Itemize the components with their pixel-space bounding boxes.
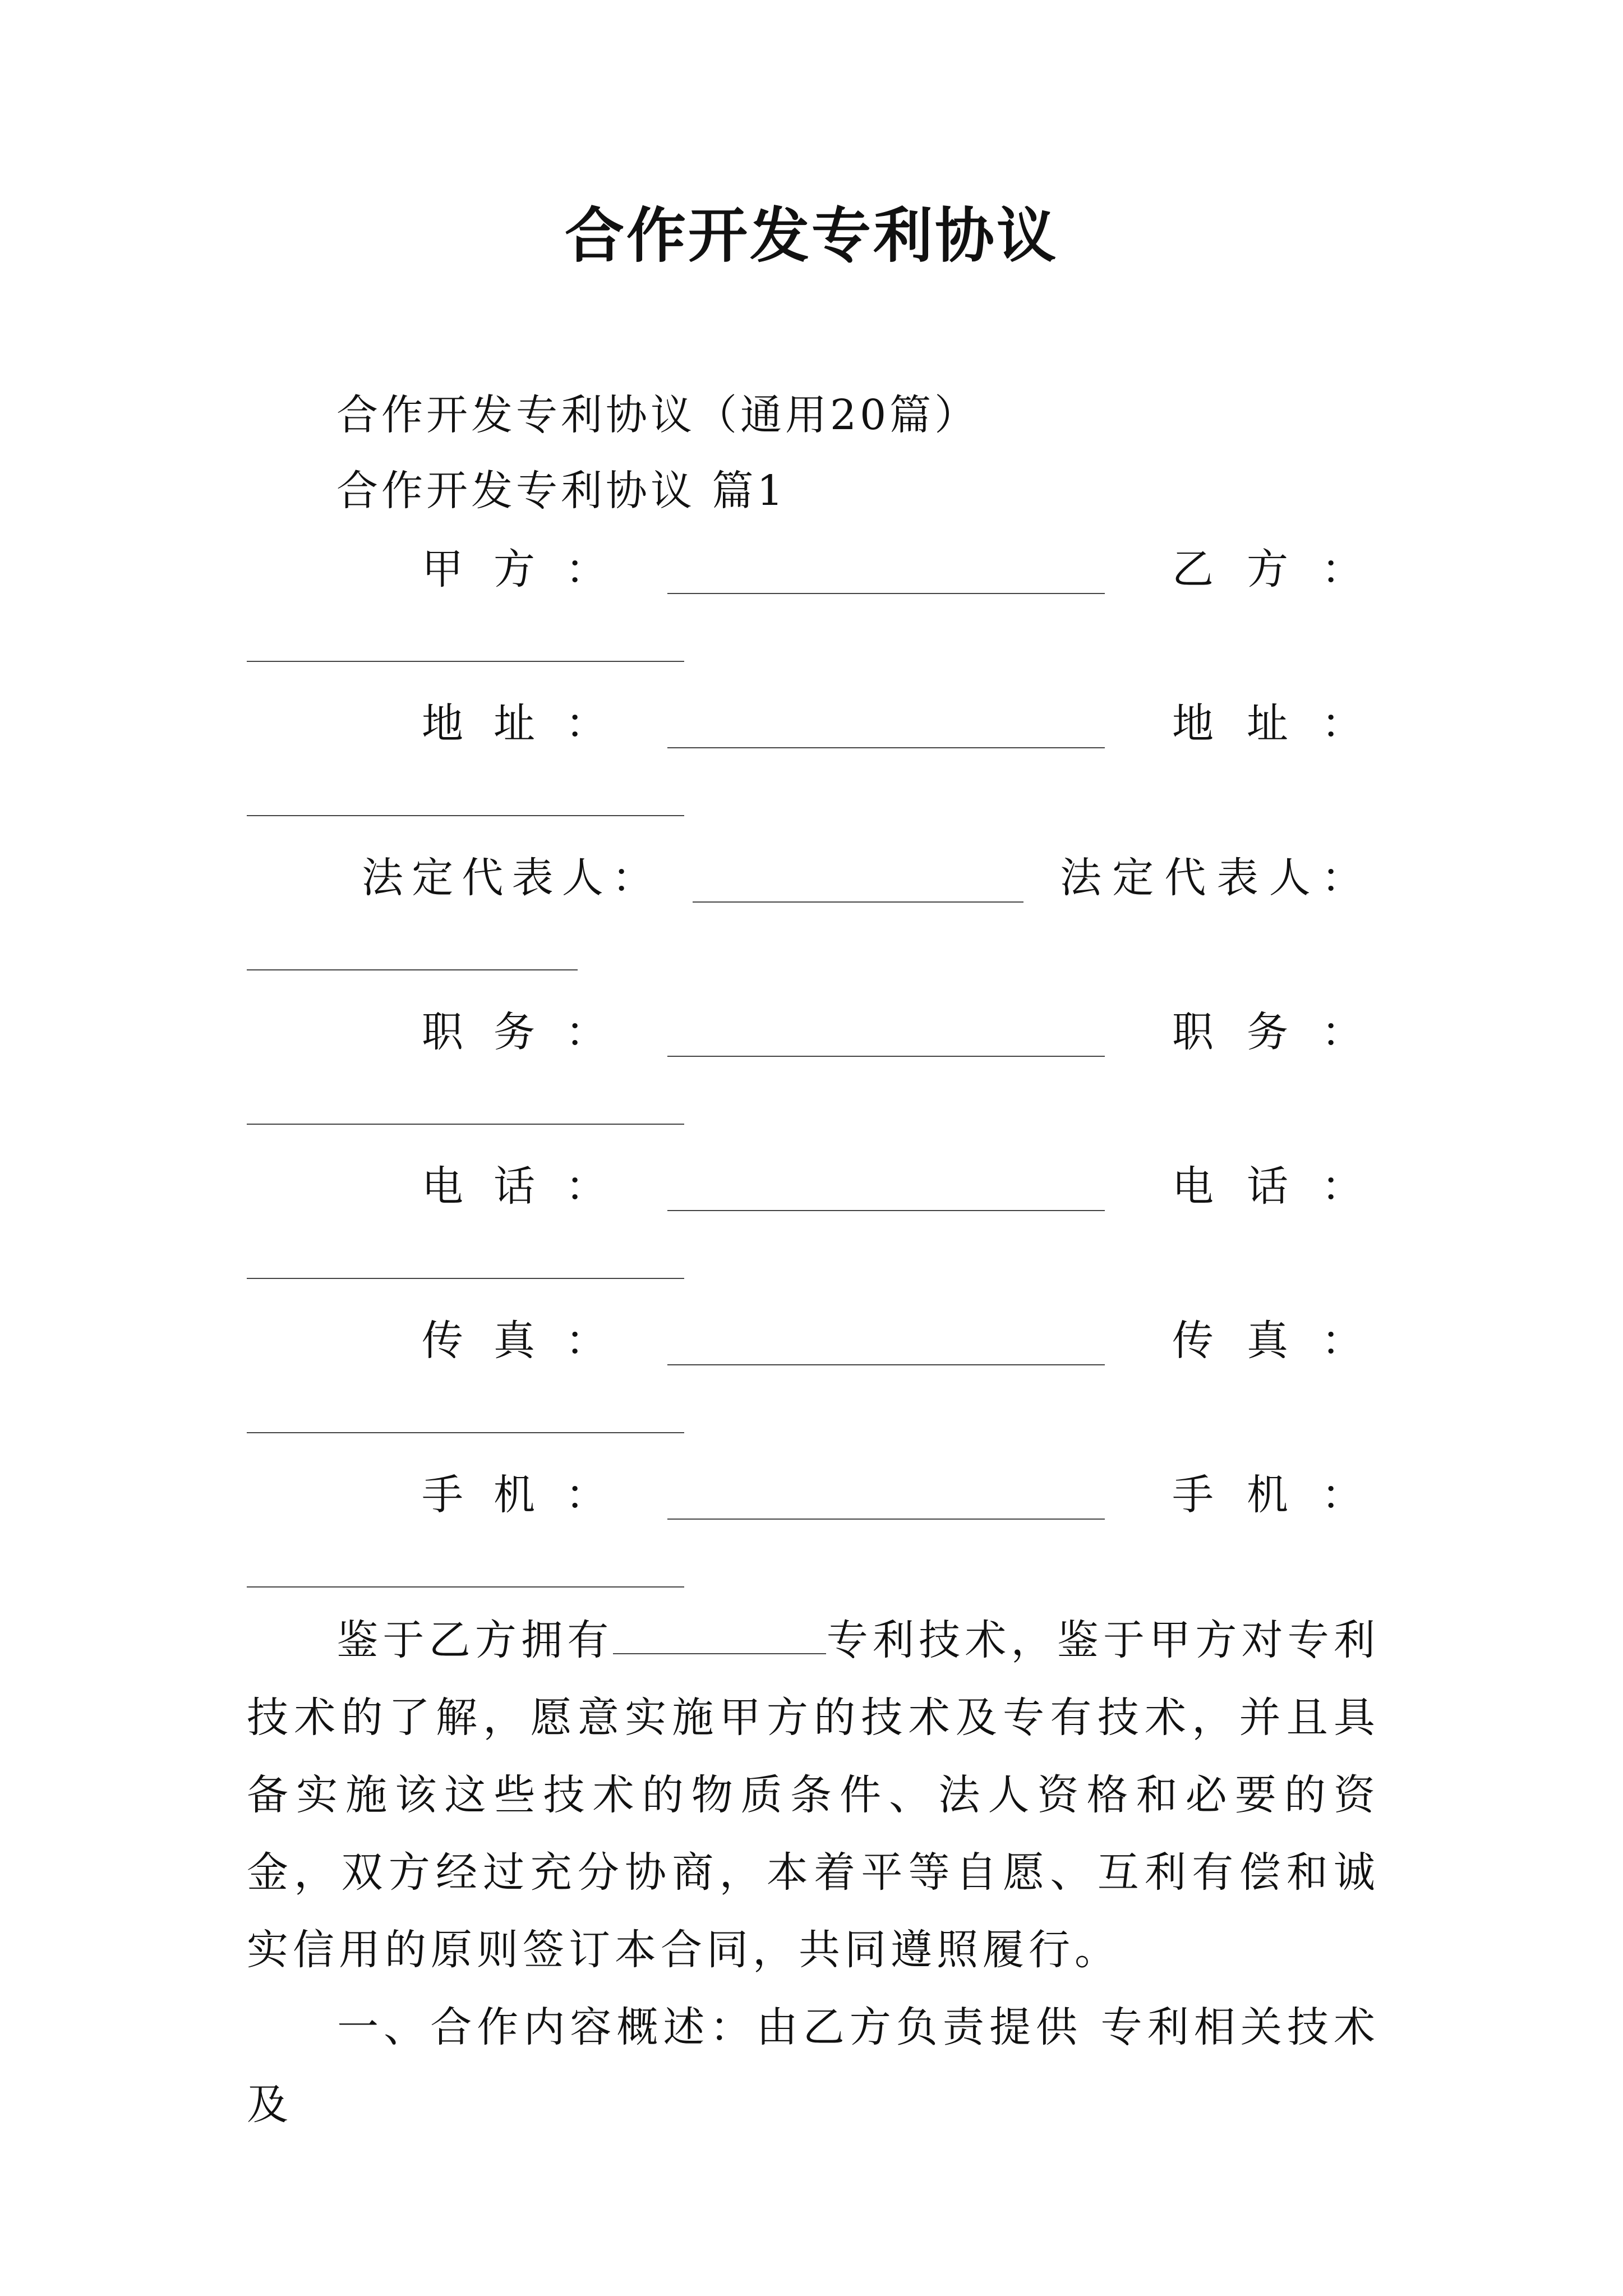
clause-one-paragraph [247,1989,1380,2143]
label-char: 址 [494,700,535,748]
left-blank-legal-rep[interactable] [693,901,1023,903]
label-char: 机 [494,1471,535,1519]
right-blank-mobile[interactable] [247,1586,684,1588]
label-char: ： [1321,854,1363,902]
label-char: 职 [1172,1008,1214,1056]
left-blank-party[interactable] [667,593,1105,594]
document-subtitle: 合作开发专利协议（通用20篇） [336,391,980,439]
label-char: 话 [1247,1162,1288,1211]
label-char: 传 [422,1317,463,1365]
left-blank-mobile[interactable] [667,1519,1105,1520]
label-char: ： [1321,700,1363,748]
right-blank-phone[interactable] [247,1278,684,1279]
label-char: 方 [1247,545,1288,593]
label-char: 方 [494,545,535,593]
right-blank-position[interactable] [247,1124,684,1125]
label-char: 传 [1172,1317,1214,1365]
label-char: 代 [1164,854,1206,902]
label-char: 址 [1247,700,1288,748]
recital-text-start: 鉴于乙方拥有 [336,1616,614,1664]
right-label-address [1172,696,1363,752]
label-char: 乙 [1172,545,1214,593]
left-label-phone [422,1158,607,1214]
left-label-mobile [422,1467,607,1523]
label-char: 地 [422,700,463,748]
label-char: 定 [1112,854,1154,902]
left-label-position [422,1004,607,1060]
right-label-fax [1172,1313,1363,1369]
label-char: 代 [462,854,504,902]
right-label-position [1172,1004,1363,1060]
right-blank-address[interactable] [247,815,684,816]
label-char: 真 [1247,1317,1288,1365]
right-label-mobile [1172,1467,1363,1523]
field-row-mobile [0,1467,1623,1534]
label-char: 真 [494,1317,535,1365]
right-blank-party[interactable] [247,661,684,662]
label-char: 表 [1216,854,1258,902]
label-char: 甲 [422,545,463,593]
label-char: 话 [494,1162,535,1211]
label-char: ： [565,1317,607,1365]
label-char: 机 [1247,1471,1288,1519]
label-char: 电 [1172,1162,1214,1211]
field-row-phone [0,1158,1623,1226]
left-label-party [422,541,607,597]
right-blank-fax[interactable] [247,1432,684,1433]
left-blank-address[interactable] [667,747,1105,748]
label-char: ： [565,545,607,593]
label-char: ： [565,1162,607,1211]
patent-name-blank[interactable] [613,1614,826,1654]
label-char: 人 [561,854,603,902]
right-blank-legal-rep[interactable] [247,969,578,970]
clause-one-text: 一、合作内容概述：由乙方负责提供 专利相关技术及 [247,2003,1380,2129]
left-blank-position[interactable] [667,1056,1105,1057]
label-char: ： [1321,1008,1363,1056]
label-char: ： [1321,1317,1363,1365]
right-label-legal-rep [1060,850,1363,906]
recital-text-end: 专利技术，鉴于甲方对专利技术的了解，愿意实施甲方的技术及专有技术，并且具备实施该这些技术的物质条件、法人资格和必要的资金，双方经过充分协商，本着平等自愿、互利有偿和诚实信用的原则签订本合同，共同遵照履行。 [247,1616,1380,1974]
field-row-legal-rep [0,850,1623,917]
right-label-phone [1172,1158,1363,1214]
label-char: 人 [1269,854,1311,902]
label-char: 电 [422,1162,463,1211]
label-char: 手 [1172,1471,1214,1519]
label-char: ： [1321,545,1363,593]
left-label-fax [422,1313,607,1369]
left-label-address [422,696,607,752]
label-char: ： [565,1471,607,1519]
label-char: ： [611,854,653,902]
label-char: 表 [511,854,554,902]
field-row-fax [0,1313,1623,1380]
label-char: 手 [422,1471,463,1519]
label-char: ： [565,1008,607,1056]
label-char: 地 [1172,700,1214,748]
label-char: 务 [494,1008,535,1056]
label-char: 务 [1247,1008,1288,1056]
field-row-address [0,696,1623,763]
field-row-position [0,1004,1623,1071]
left-blank-fax[interactable] [667,1364,1105,1365]
right-label-party [1172,541,1363,597]
label-char: 法 [1060,854,1101,902]
section-heading: 合作开发专利协议 篇1 [336,467,787,515]
recital-paragraph [247,1602,1380,1989]
left-label-legal-rep [362,850,653,906]
label-char: 职 [422,1008,463,1056]
label-char: ： [565,700,607,748]
left-blank-phone[interactable] [667,1210,1105,1211]
field-row-party [0,541,1623,609]
document-title: 合作开发专利协议 [565,200,1058,270]
label-char: 定 [412,854,454,902]
label-char: ： [1321,1162,1363,1211]
label-char: ： [1321,1471,1363,1519]
label-char: 法 [362,854,403,902]
